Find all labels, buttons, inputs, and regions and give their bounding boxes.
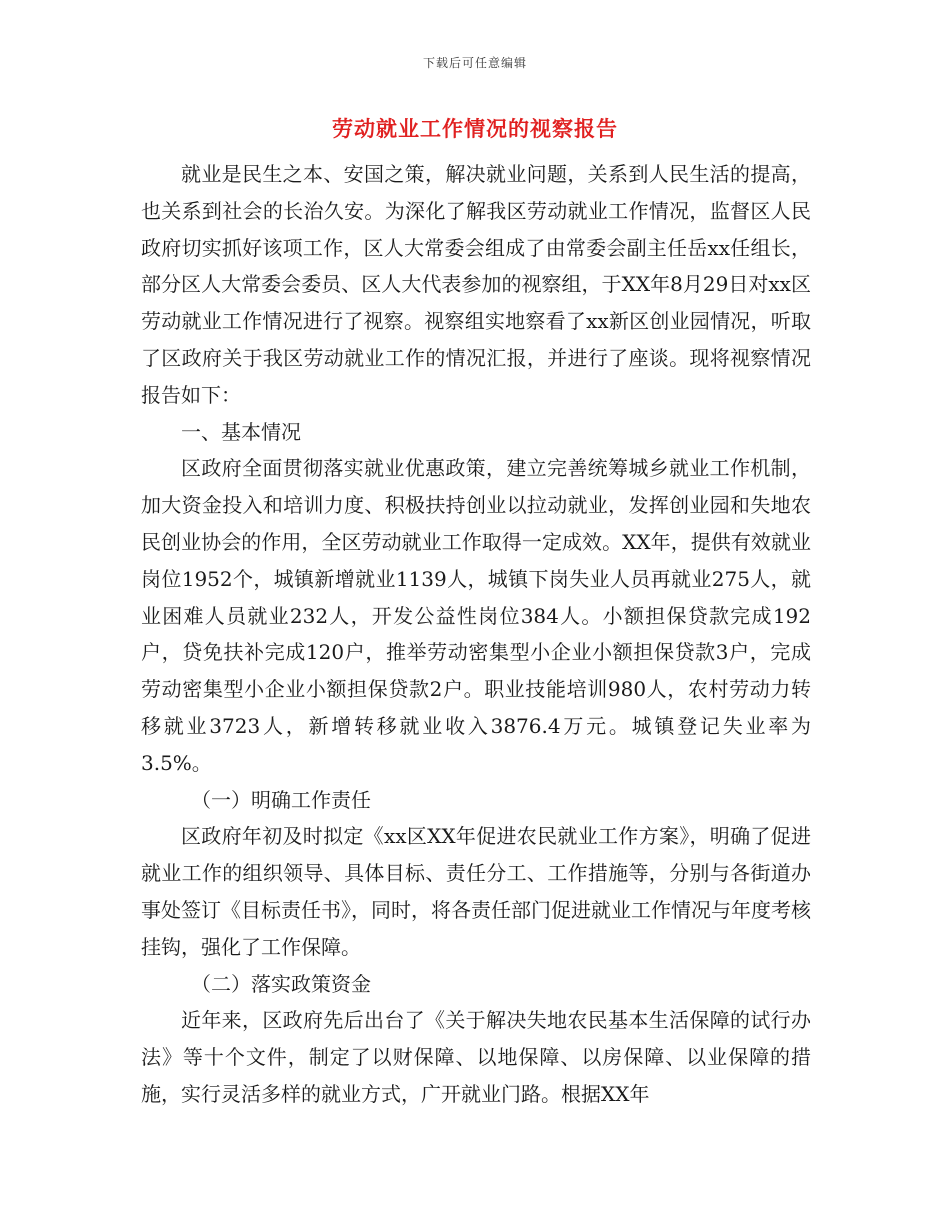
paragraph-basic-situation: 区政府全面贯彻落实就业优惠政策，建立完善统筹城乡就业工作机制，加大资金投入和培训力度、积极扶持创业以拉动就业，发挥创业园和失地农民创业协会的作用，全区劳动就业工作取得一定成效。XX年，提供有效就业岗位1952个，城镇新增就业1139人，城镇下岗失业人员再就业275人，就业困难人员就业232人，开发公益性岗位384人。小额担保贷款完成192户，贷免扶补完成120户，推举劳动密集型小企业小额担保贷款3户，完成劳动密集型小企业小额担保贷款2户。职业技能培训980人，农村劳动力转移就业3723人，新增转移就业收入3876.4万元。城镇登记失业率为3.5%。 — [141, 456, 811, 775]
document-body — [141, 156, 811, 1113]
section-heading-basic: 一、基本情况 — [181, 419, 301, 444]
subsection-heading-policy: （二）落实政策资金 — [191, 971, 371, 996]
paragraph-responsibility: 区政府年初及时拟定《xx区XX年促进农民就业工作方案》，明确了促进就业工作的组织领导、具体目标、责任分工、工作措施等，分别与各街道办事处签订《目标责任书》，同时，将各责任部门促进就业工作情况与年度考核挂钩，强化了工作保障。 — [141, 824, 811, 959]
document-title: 劳动就业工作情况的视察报告 — [332, 116, 618, 141]
subsection-heading-responsibility: （一）明确工作责任 — [191, 787, 371, 812]
header-note: 下载后可任意编辑 — [422, 56, 527, 70]
paragraph-intro: 就业是民生之本、安国之策，解决就业问题，关系到人民生活的提高，也关系到社会的长治久安。为深化了解我区劳动就业工作情况，监督区人民政府切实抓好该项工作，区人大常委会组成了由常委会副主任岳xx任组长，部分区人大常委会委员、区人大代表参加的视察组，于XX年8月29日对xx区劳动就业工作情况进行了视察。视察组实地察看了xx新区创业园情况，听取了区政府关于我区劳动就业工作的情况汇报，并进行了座谈。现将视察情况报告如下： — [141, 162, 811, 407]
paragraph-policy: 近年来，区政府先后出台了《关于解决失地农民基本生活保障的试行办法》等十个文件，制定了以财保障、以地保障、以房保障、以业保障的措施，实行灵活多样的就业方式，广开就业门路。根据XX年 — [141, 1008, 811, 1106]
